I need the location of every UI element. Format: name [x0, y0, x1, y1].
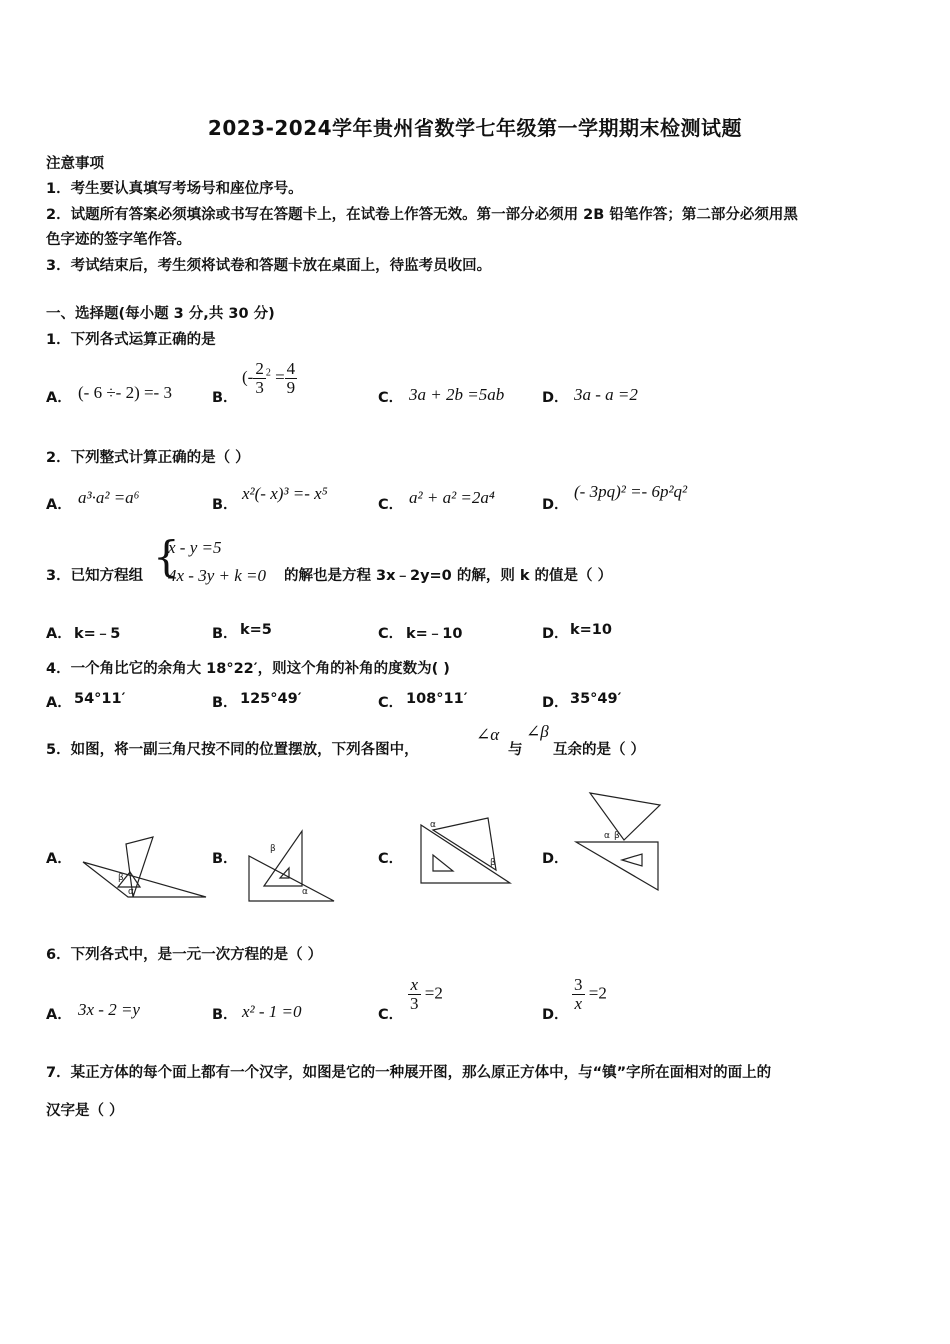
- q2-option-a-expr: a³·a² =a⁶: [78, 488, 140, 507]
- q3-stem-post: 的解也是方程 3x﹣2y=0 的解，则 k 的值是（ ）: [284, 568, 613, 584]
- q5-option-b-label: B．: [212, 851, 238, 867]
- q5-figure-b: [244, 826, 339, 908]
- q6-option-b-expr: x² - 1 =0: [242, 1002, 302, 1021]
- q7-stem-line-1: 7．某正方体的每个面上都有一个汉字，如图是它的一种展开图，那么原正方体中，与“镇”字所在面相对的面上的: [46, 1065, 772, 1081]
- q5-figure-a: [78, 832, 208, 912]
- notice-heading: 注意事项: [46, 156, 104, 172]
- q1-option-b-expr: (- $\frac{2}{3}$ $^2$ = $\frac{4}{9}$: [242, 359, 296, 397]
- q7-stem-line-2: 汉字是（ ）: [46, 1103, 124, 1119]
- q5-stem-pre: 5．如图，将一副三角尺按不同的位置摆放，下列各图中，: [46, 742, 419, 758]
- q3-option-a-value: k=﹣5: [74, 626, 121, 642]
- q3-option-d-label: D．: [542, 626, 569, 642]
- q5-fig-d-label-beta: β: [614, 831, 620, 841]
- q3-option-d-value: k=10: [570, 622, 612, 638]
- q6-option-c-expr: $\frac{x}{3}$ =2: [410, 975, 443, 1013]
- q3-system-brace: {: [153, 532, 180, 581]
- q2-option-b-expr: x²(- x)³ =- x⁵: [242, 484, 328, 503]
- q2-stem: 2．下列整式计算正确的是（ ）: [46, 450, 250, 466]
- q5-fig-b-label-beta: β: [270, 844, 276, 854]
- q6-option-b-label: B．: [212, 1007, 238, 1023]
- q5-figure-c: [418, 815, 518, 887]
- q4-option-a-value: 54°11′: [74, 691, 126, 707]
- q1-option-a-expr: (- 6 ÷- 2) =- 3: [78, 383, 172, 402]
- q2-option-c-label: C．: [378, 497, 404, 513]
- q5-stem-mid: 与: [508, 742, 523, 758]
- q4-option-d-label: D．: [542, 695, 569, 711]
- q5-figure-d: [572, 790, 664, 896]
- q4-stem: 4．一个角比它的余角大 18°22′，则这个角的补角的度数为( ): [46, 661, 450, 677]
- q5-fig-c-triangle-base: [421, 825, 510, 883]
- q5-angle-alpha: ∠α: [476, 725, 500, 744]
- q3-option-b-label: B．: [212, 626, 238, 642]
- q6-option-c-label: C．: [378, 1007, 404, 1023]
- q5-fig-d-triangle-top: [590, 793, 660, 840]
- q3-equation-1: x - y =5: [168, 538, 222, 557]
- q6-option-a-expr: 3x - 2 =y: [78, 1000, 140, 1019]
- section-heading: 一、选择题(每小题 3 分,共 30 分): [46, 306, 275, 322]
- q1-option-b-label: B．: [212, 390, 238, 406]
- q5-fig-c-label-alpha: α: [430, 820, 436, 830]
- q6-option-d-expr: $\frac{3}{x}$ =2: [574, 975, 607, 1013]
- q6-option-d-label: D．: [542, 1007, 569, 1023]
- q3-stem-pre: 3．已知方程组: [46, 568, 144, 584]
- notice-item-2-cont: 色字迹的签字笔作答。: [46, 232, 191, 248]
- q5-fig-c-label-beta: β: [490, 858, 496, 868]
- q3-option-c-value: k=﹣10: [406, 626, 463, 642]
- q3-option-c-label: C．: [378, 626, 404, 642]
- q1-option-c-expr: 3a + 2b =5ab: [409, 385, 505, 404]
- q4-option-b-value: 125°49′: [240, 691, 302, 707]
- q6-stem: 6．下列各式中，是一元一次方程的是（ ）: [46, 947, 323, 963]
- q6-option-a-label: A．: [46, 1007, 72, 1023]
- q3-option-b-value: k=5: [240, 622, 272, 638]
- q4-option-a-label: A．: [46, 695, 72, 711]
- q5-fig-a-label-beta: β: [118, 873, 124, 883]
- q5-fig-d-triangle-small: [622, 854, 642, 866]
- q5-option-d-label: D．: [542, 851, 569, 867]
- q5-fig-c-triangle-small: [433, 855, 453, 871]
- q5-fig-b-triangle-base: [249, 856, 334, 901]
- q5-option-c-label: C．: [378, 851, 404, 867]
- q1-option-a-label: A．: [46, 390, 72, 406]
- q1-option-c-label: C．: [378, 390, 404, 406]
- q4-option-c-label: C．: [378, 695, 404, 711]
- q5-fig-d-triangle-bottom: [576, 842, 658, 890]
- q5-option-a-label: A．: [46, 851, 72, 867]
- q5-fig-d-label-alpha: α: [604, 831, 610, 841]
- q1-option-d-expr: 3a - a =2: [574, 385, 638, 404]
- notice-item-2: 2．试题所有答案必须填涂或书写在答题卡上，在试卷上作答无效。第一部分必须用 2B 铅笔作答；第二部分必须用黑: [46, 207, 798, 223]
- q2-option-d-label: D．: [542, 497, 569, 513]
- q5-angle-beta: ∠β: [526, 722, 549, 741]
- q2-option-c-expr: a² + a² =2a⁴: [409, 488, 495, 507]
- page-title: 2023-2024学年贵州省数学七年级第一学期期末检测试题: [207, 116, 743, 140]
- q1-option-d-label: D．: [542, 390, 569, 406]
- q4-option-b-label: B．: [212, 695, 238, 711]
- q3-option-a-label: A．: [46, 626, 72, 642]
- q5-fig-a-label-alpha: α: [128, 887, 134, 897]
- q4-option-d-value: 35°49′: [570, 691, 622, 707]
- q5-stem-post: 互余的是（ ）: [553, 742, 646, 758]
- q4-option-c-value: 108°11′: [406, 691, 468, 707]
- notice-item-1: 1．考生要认真填写考场号和座位序号。: [46, 181, 303, 197]
- q1-stem: 1．下列各式运算正确的是: [46, 332, 216, 348]
- q2-option-b-label: B．: [212, 497, 238, 513]
- q5-fig-b-label-alpha: α: [302, 887, 308, 897]
- q2-option-d-expr: (- 3pq)² =- 6p²q²: [574, 482, 688, 501]
- q5-fig-a-triangle-large: [83, 862, 206, 897]
- q3-equation-2: 4x - 3y + k =0: [168, 566, 266, 585]
- q2-option-a-label: A．: [46, 497, 72, 513]
- notice-item-3: 3．考试结束后，考生须将试卷和答题卡放在桌面上，待监考员收回。: [46, 258, 492, 274]
